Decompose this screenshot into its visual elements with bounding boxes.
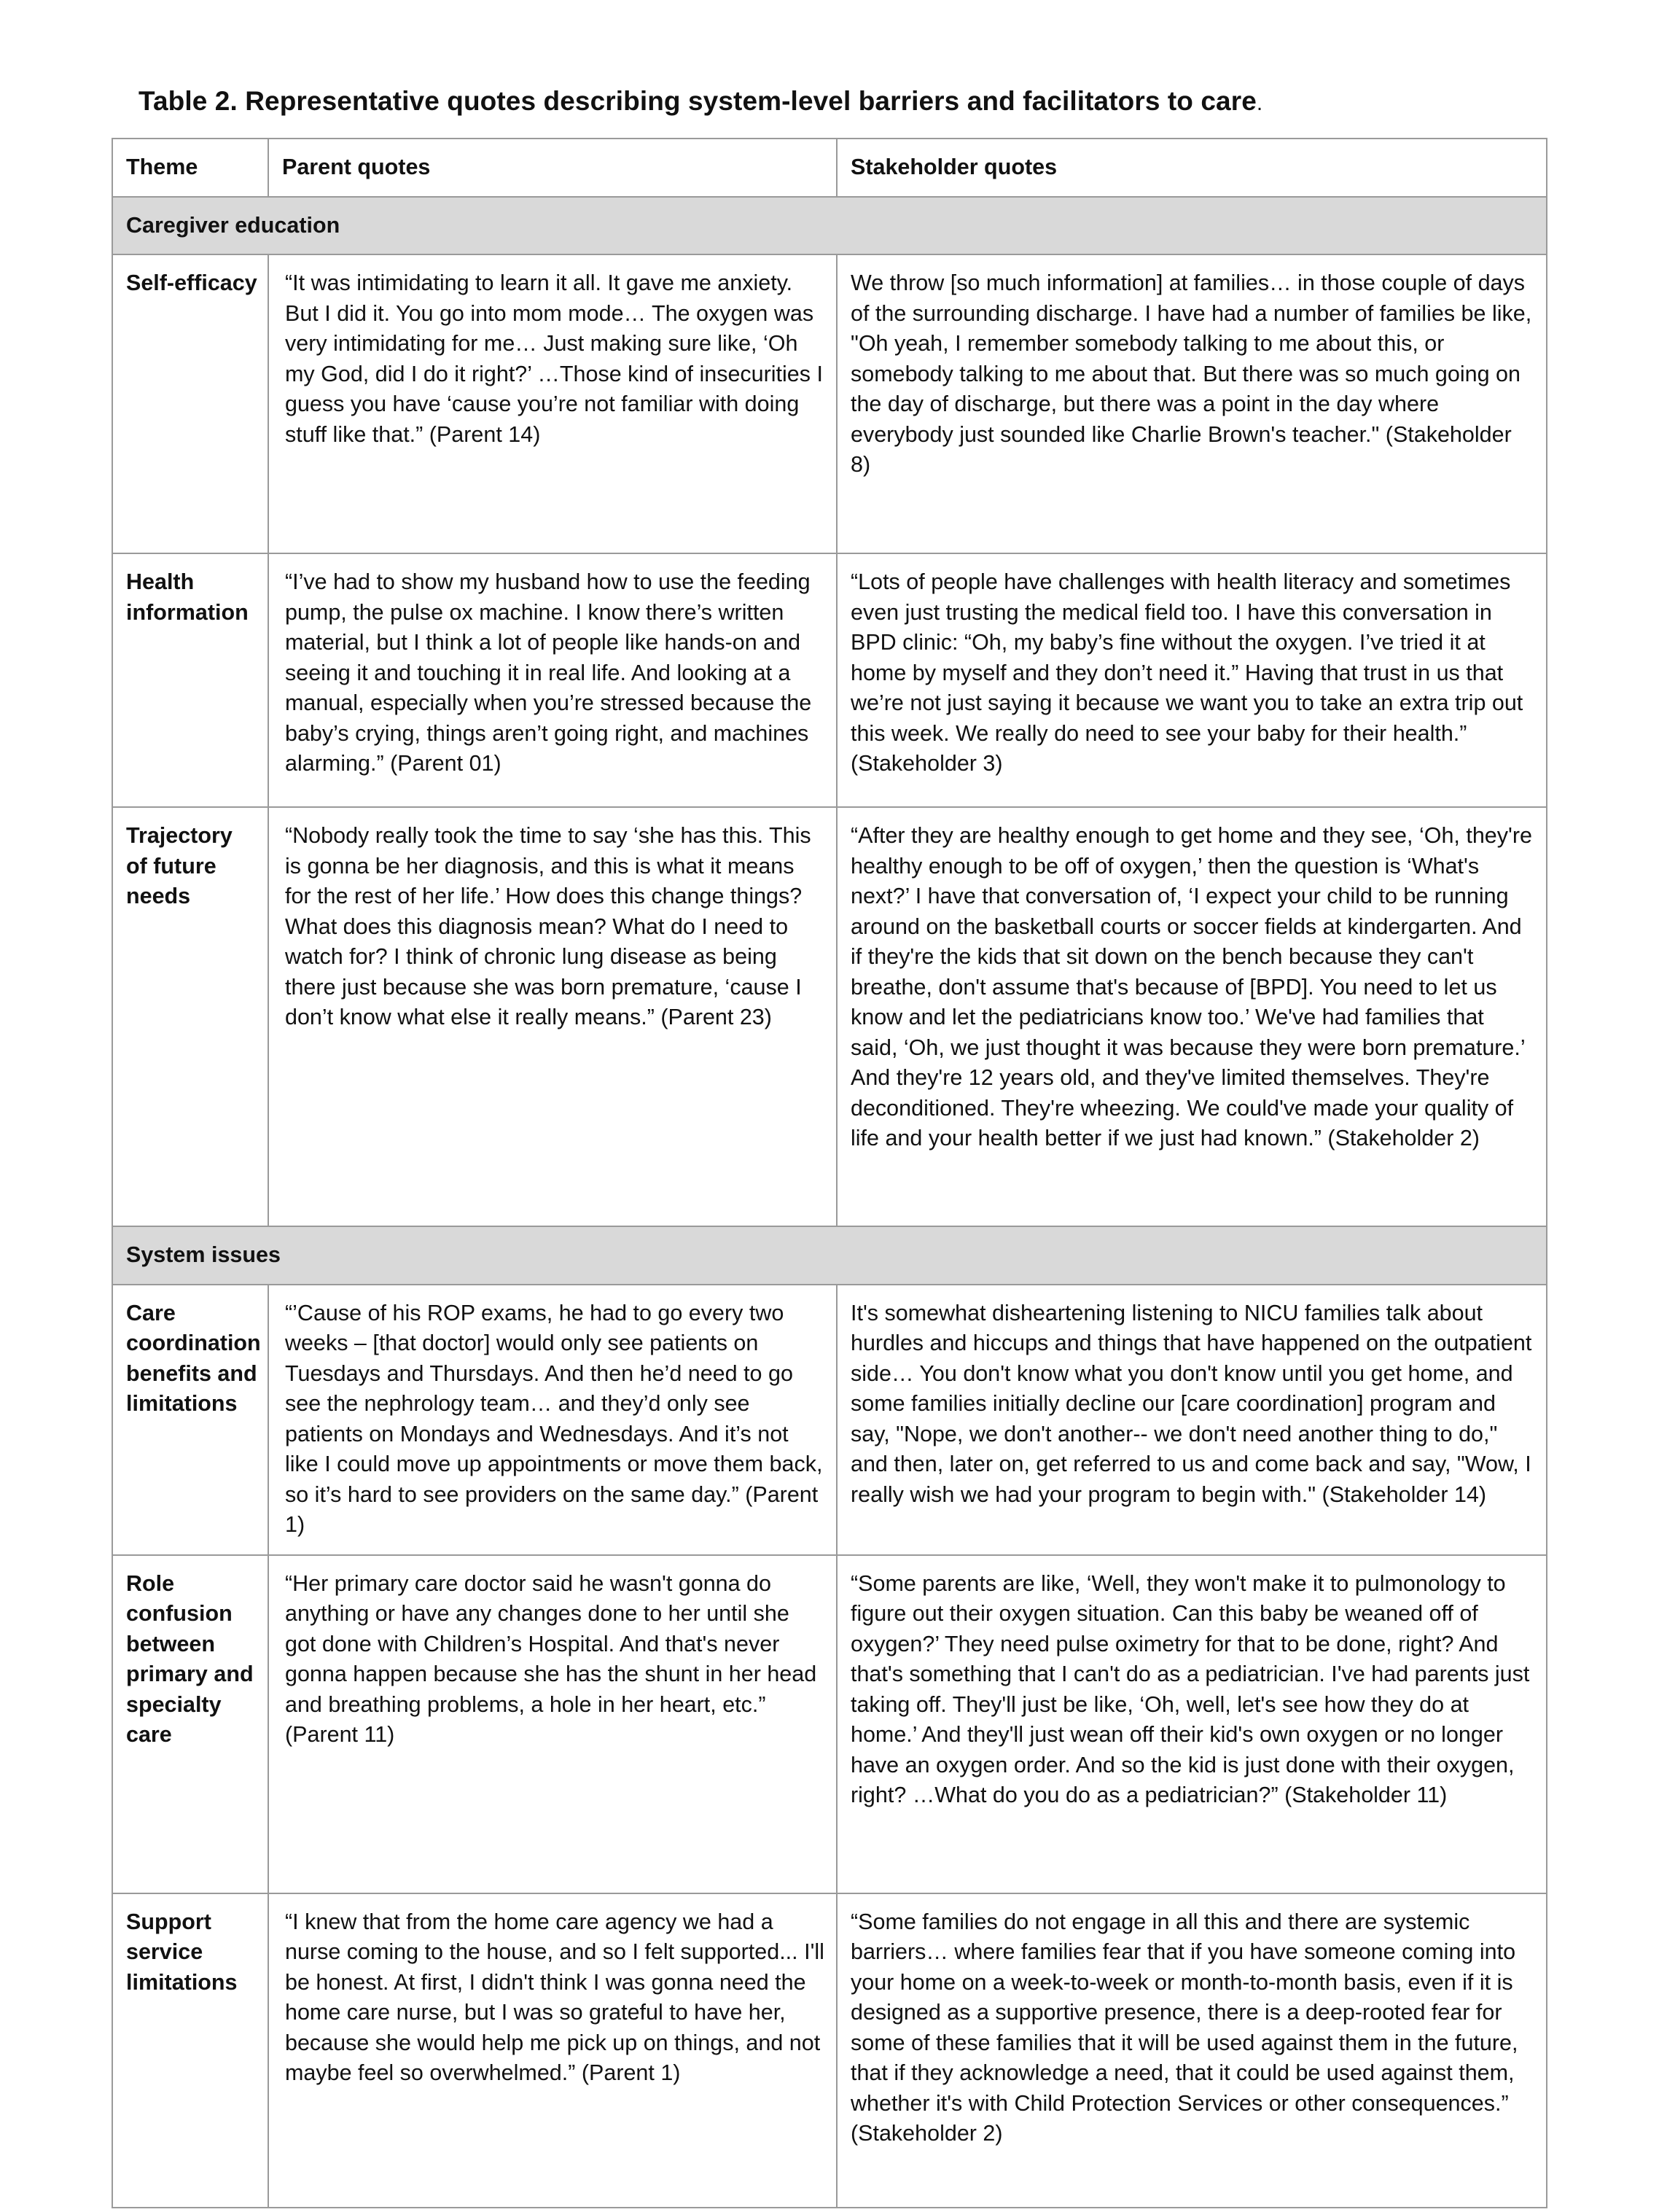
theme-cell: Role confusion between primary and specialty care (112, 1555, 268, 1893)
parent-quote-cell: “I knew that from the home care agency we had a nurse coming to the house, and so I felt supported... I'll be honest. At first, I didn't think I was gonna need the home care nurse, but I was so grateful to have her, because she would help me pick up on things, and not maybe feel so overwhelmed.” (Parent 1) (268, 1893, 837, 2208)
parent-quote-cell: “Her primary care doctor said he wasn't gonna do anything or have any changes done to her until she got done with Children’s Hospital. And that's never gonna happen because she has the shunt in her head and breathing problems, a hole in her heart, etc.” (Parent 11) (268, 1555, 837, 1893)
column-header-parent: Parent quotes (268, 139, 837, 197)
table-row (112, 553, 1547, 807)
table-row (112, 1555, 1547, 1893)
quotes-table (112, 138, 1547, 2208)
table-row (112, 254, 1547, 553)
theme-cell: Trajectory of future needs (112, 807, 268, 1226)
stakeholder-quote-cell: “After they are healthy enough to get home and they see, ‘Oh, they're healthy enough to be off of oxygen,’ then the question is ‘What's next?’ I have that conversation of, ‘I expect your child to be running around on the basketball courts or soccer fields at kindergarten. And if they're the kids that sit down on the bench because they can't breathe, don't assume that's because of [BPD]. You need to let us know and let the pediatricians know too.’ We've had families that said, ‘Oh, we just thought it was because they were born premature.’ And they're 12 years old, and they've limited themselves. They're deconditioned. They're wheezing. We could've made your quality of life and your health better if we just had known.” (Stakeholder 2) (837, 807, 1547, 1226)
column-header-stakeholder: Stakeholder quotes (837, 139, 1547, 197)
stakeholder-quote-cell: “Lots of people have challenges with health literacy and sometimes even just trusting the medical field too. I have this conversation in BPD clinic: “Oh, my baby’s fine without the oxygen. I’ve tried it at home by myself and they don’t need it.” Having that trust in us that we’re not just saying it because we want you to take an extra trip out this week. We really do need to see your baby for their health.” (Stakeholder 3) (837, 553, 1547, 807)
table-row (112, 1893, 1547, 2208)
theme-cell: Support service limitations (112, 1893, 268, 2208)
stakeholder-quote-cell: “Some parents are like, ‘Well, they won't make it to pulmonology to figure out their oxygen situation. Can this baby be weaned off of oxygen?’ They need pulse oximetry for that to be done, right? And that's something that I can't do as a pediatrician. I've had parents just taking off. They'll just be like, ‘Oh, well, let's see how they do at home.’ And they'll just wean off their kid's own oxygen or no longer have an oxygen order. And so the kid is just done with their oxygen, right? …What do you do as a pediatrician?” (Stakeholder 11) (837, 1555, 1547, 1893)
stakeholder-quote-cell: We throw [so much information] at families… in those couple of days of the surrounding discharge. I have had a number of families be like, "Oh yeah, I remember somebody talking to me about this, or somebody talking to me about that. But there was so much going on the day of discharge, but there was a point in the day where everybody just sounded like Charlie Brown's teacher." (Stakeholder 8) (837, 254, 1547, 553)
theme-cell: Health information (112, 553, 268, 807)
parent-quote-cell: “’Cause of his ROP exams, he had to go every two weeks – [that doctor] would only see patients on Tuesdays and Thursdays. And then he’d need to go see the nephrology team… and they’d only see patients on Mondays and Wednesdays. And it’s not like I could move up appointments or move them back, so it’s hard to see providers on the same day.” (Parent 1) (268, 1285, 837, 1555)
parent-quote-cell: “Nobody really took the time to say ‘she has this. This is gonna be her diagnosis, and this is what it means for the rest of her life.’ How does this change things? What does this diagnosis mean? What do I need to watch for? I think of chronic lung disease as being there just because she was born premature, ‘cause I don’t know what else it really means.” (Parent 23) (268, 807, 837, 1226)
table-title-text: Table 2. Representative quotes describing system-level barriers and facilitators to care (138, 86, 1257, 116)
theme-cell: Self-efficacy (112, 254, 268, 553)
stakeholder-quote-cell: “Some families do not engage in all this and there are systemic barriers… where families fear that if you have someone coming into your home on a week-to-week or month-to-month basis, even if it is designed as a supportive presence, there is a deep-rooted fear for some of these families that it will be used against them in the future, that if they acknowledge a need, that it could be used against them, whether it's with Child Protection Services or other consequences.” (Stakeholder 2) (837, 1893, 1547, 2208)
section-title: System issues (112, 1226, 1547, 1285)
column-header-theme: Theme (112, 139, 268, 197)
theme-cell: Care coordination benefits and limitations (112, 1285, 268, 1555)
table-title (138, 86, 1262, 117)
stakeholder-quote-cell: It's somewhat disheartening listening to NICU families talk about hurdles and hiccups and things that have happened on the outpatient side… You don't know what you don't know until you get home, and some families initially decline our [care coordination] program and say, "Nope, we don't another-- we don't need another thing to do," and then, later on, get referred to us and come back and say, "Wow, I really wish we had your program to begin with." (Stakeholder 14) (837, 1285, 1547, 1555)
table-row (112, 1285, 1547, 1555)
table-title-suffix: . (1256, 91, 1263, 115)
table-header-row (112, 139, 1547, 197)
section-row (112, 197, 1547, 255)
parent-quote-cell: “It was intimidating to learn it all. It gave me anxiety. But I did it. You go into mom mode… The oxygen was very intimidating for me… Just making sure like, ‘Oh my God, did I do it right?’ …Those kind of insecurities I guess you have ‘cause you’re not familiar with doing stuff like that.” (Parent 14) (268, 254, 837, 553)
parent-quote-cell: “I’ve had to show my husband how to use the feeding pump, the pulse ox machine. I know there’s written material, but I think a lot of people like hands-on and seeing it and touching it in real life. And looking at a manual, especially when you’re stressed because the baby’s crying, things aren’t going right, and machines alarming.” (Parent 01) (268, 553, 837, 807)
section-title: Caregiver education (112, 197, 1547, 255)
section-row (112, 1226, 1547, 1285)
table-row (112, 807, 1547, 1226)
